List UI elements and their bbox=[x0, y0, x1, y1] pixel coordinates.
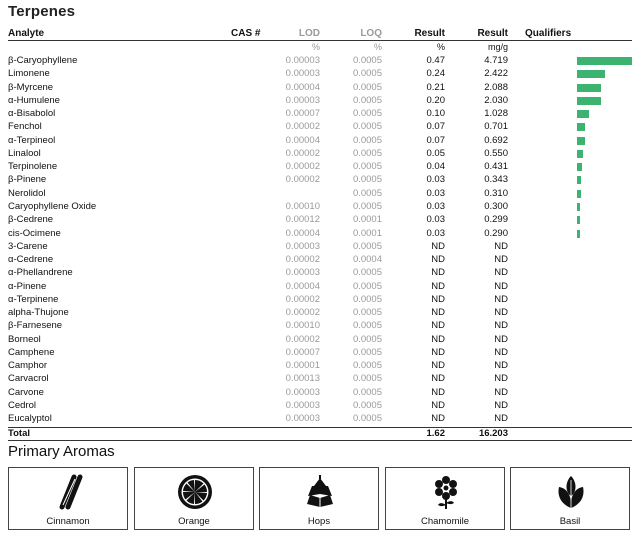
lod-cell: 0.00007 bbox=[285, 108, 320, 120]
loq-cell: 0.0005 bbox=[352, 373, 382, 385]
result-percent-cell: ND bbox=[431, 320, 445, 332]
header-qualifiers: Qualifiers bbox=[525, 28, 572, 39]
aroma-card-chamomile bbox=[385, 467, 505, 530]
lod-cell: 0.00003 bbox=[285, 55, 320, 66]
loq-cell: 0.0005 bbox=[352, 68, 382, 80]
lod-cell: 0.00003 bbox=[285, 413, 320, 425]
table-row bbox=[0, 399, 640, 412]
unit-result-percent: % bbox=[436, 42, 445, 52]
result-mgg-cell: 4.719 bbox=[484, 55, 508, 66]
loq-cell: 0.0005 bbox=[352, 55, 382, 66]
primary-aromas-title: Primary Aromas bbox=[8, 443, 115, 460]
result-mgg-cell: 2.030 bbox=[484, 94, 508, 106]
analyte-cell: β-Myrcene bbox=[8, 81, 54, 93]
units-row bbox=[0, 42, 640, 54]
lod-cell: 0.00002 bbox=[285, 147, 320, 159]
lod-cell: 0.00010 bbox=[285, 320, 320, 332]
analyte-cell: α-Cedrene bbox=[8, 254, 54, 266]
table-row bbox=[0, 200, 640, 213]
table-row bbox=[0, 67, 640, 80]
qualifier-bar bbox=[577, 163, 582, 171]
result-percent-cell: 0.03 bbox=[426, 187, 445, 199]
qualifier-bar bbox=[577, 176, 581, 184]
chamomile-icon bbox=[426, 474, 466, 510]
unit-result-mgg: mg/g bbox=[487, 42, 508, 52]
loq-cell: 0.0005 bbox=[352, 346, 382, 358]
aroma-label: Basil bbox=[559, 516, 581, 527]
table-row bbox=[0, 160, 640, 173]
result-mgg-cell: 0.343 bbox=[484, 174, 508, 186]
total-row bbox=[0, 427, 640, 440]
table-row bbox=[0, 240, 640, 253]
qualifier-bar bbox=[577, 216, 580, 224]
result-percent-cell: ND bbox=[431, 346, 445, 358]
loq-cell: 0.0001 bbox=[352, 214, 382, 226]
analyte-cell: Cedrol bbox=[8, 400, 36, 412]
loq-cell: 0.0005 bbox=[352, 413, 382, 425]
total-result-percent: 1.62 bbox=[426, 428, 445, 439]
loq-cell: 0.0005 bbox=[352, 240, 382, 252]
analyte-cell: Limonene bbox=[8, 68, 50, 80]
lod-cell: 0.00004 bbox=[285, 280, 320, 292]
result-percent-cell: ND bbox=[431, 400, 445, 412]
analyte-cell: Fenchol bbox=[8, 121, 42, 133]
qualifier-bar bbox=[577, 97, 601, 105]
loq-cell: 0.0005 bbox=[352, 307, 382, 319]
lod-cell: 0.00002 bbox=[285, 254, 320, 266]
analyte-cell: Borneol bbox=[8, 333, 41, 345]
table-row bbox=[0, 253, 640, 266]
result-mgg-cell: 0.431 bbox=[484, 161, 508, 173]
loq-cell: 0.0004 bbox=[352, 254, 382, 266]
loq-cell: 0.0005 bbox=[352, 134, 382, 146]
table-row bbox=[0, 359, 640, 372]
aroma-card-hops bbox=[259, 467, 379, 530]
result-percent-cell: ND bbox=[431, 267, 445, 279]
qualifier-bar bbox=[577, 150, 583, 158]
table-row bbox=[0, 386, 640, 399]
analyte-cell: Camphene bbox=[8, 346, 55, 358]
result-percent-cell: 0.04 bbox=[426, 161, 445, 173]
loq-cell: 0.0005 bbox=[352, 333, 382, 345]
qualifier-bar bbox=[577, 84, 601, 92]
result-mgg-cell: 2.088 bbox=[484, 81, 508, 93]
header-analyte: Analyte bbox=[8, 28, 45, 39]
table-row bbox=[0, 120, 640, 133]
result-mgg-cell: 0.290 bbox=[484, 227, 508, 239]
total-label: Total bbox=[8, 428, 30, 439]
result-percent-cell: 0.03 bbox=[426, 174, 445, 186]
loq-cell: 0.0005 bbox=[352, 121, 382, 133]
table-row bbox=[0, 346, 640, 359]
result-percent-cell: 0.20 bbox=[426, 94, 445, 106]
aroma-card-cinnamon bbox=[8, 467, 128, 530]
table-row bbox=[0, 94, 640, 107]
result-mgg-cell: ND bbox=[494, 400, 508, 412]
result-percent-cell: 0.07 bbox=[426, 121, 445, 133]
analyte-cell: α-Terpinene bbox=[8, 293, 59, 305]
table-row bbox=[0, 333, 640, 346]
loq-cell: 0.0005 bbox=[352, 267, 382, 279]
result-percent-cell: ND bbox=[431, 280, 445, 292]
analyte-cell: α-Terpineol bbox=[8, 134, 56, 146]
analyte-cell: alpha-Thujone bbox=[8, 307, 69, 319]
lod-cell: 0.00003 bbox=[285, 94, 320, 106]
table-row bbox=[0, 280, 640, 293]
lod-cell: 0.00004 bbox=[285, 81, 320, 93]
analyte-cell: Nerolidol bbox=[8, 187, 46, 199]
header-loq: LOQ bbox=[360, 28, 382, 39]
analyte-cell: β-Farnesene bbox=[8, 320, 63, 332]
lod-cell: 0.00001 bbox=[285, 360, 320, 372]
loq-cell: 0.0001 bbox=[352, 227, 382, 239]
qualifier-bar bbox=[577, 137, 585, 145]
qualifier-bar bbox=[577, 57, 632, 65]
lod-cell: 0.00012 bbox=[285, 214, 320, 226]
analyte-cell: β-Cedrene bbox=[8, 214, 54, 226]
result-percent-cell: ND bbox=[431, 254, 445, 266]
result-mgg-cell: ND bbox=[494, 280, 508, 292]
table-row bbox=[0, 213, 640, 226]
lod-cell: 0.00004 bbox=[285, 134, 320, 146]
result-mgg-cell: 0.299 bbox=[484, 214, 508, 226]
lod-cell: 0.00003 bbox=[285, 267, 320, 279]
analyte-cell: β-Caryophyllene bbox=[8, 55, 78, 66]
basil-icon bbox=[551, 474, 591, 510]
lod-cell: 0.00003 bbox=[285, 68, 320, 80]
result-mgg-cell: ND bbox=[494, 346, 508, 358]
aroma-label: Hops bbox=[307, 516, 331, 527]
result-percent-cell: ND bbox=[431, 240, 445, 252]
loq-cell: 0.0005 bbox=[352, 200, 382, 212]
analyte-cell: α-Phellandrene bbox=[8, 267, 73, 279]
loq-cell: 0.0005 bbox=[352, 400, 382, 412]
loq-cell: 0.0005 bbox=[352, 108, 382, 120]
result-percent-cell: ND bbox=[431, 293, 445, 305]
analyte-cell: α-Humulene bbox=[8, 94, 60, 106]
qualifier-bar bbox=[577, 230, 580, 238]
analyte-cell: α-Bisabolol bbox=[8, 108, 56, 120]
result-percent-cell: 0.03 bbox=[426, 214, 445, 226]
orange-icon bbox=[175, 474, 215, 510]
loq-cell: 0.0005 bbox=[352, 161, 382, 173]
lod-cell: 0.00002 bbox=[285, 307, 320, 319]
header-divider bbox=[8, 40, 632, 41]
result-percent-cell: ND bbox=[431, 360, 445, 372]
result-mgg-cell: 1.028 bbox=[484, 108, 508, 120]
result-mgg-cell: 0.310 bbox=[484, 187, 508, 199]
lod-cell: 0.00007 bbox=[285, 346, 320, 358]
table-row bbox=[0, 81, 640, 94]
loq-cell: 0.0005 bbox=[352, 280, 382, 292]
result-mgg-cell: 0.701 bbox=[484, 121, 508, 133]
result-percent-cell: 0.03 bbox=[426, 200, 445, 212]
lod-cell: 0.00003 bbox=[285, 400, 320, 412]
loq-cell: 0.0005 bbox=[352, 293, 382, 305]
result-mgg-cell: ND bbox=[494, 386, 508, 398]
result-mgg-cell: ND bbox=[494, 293, 508, 305]
loq-cell: 0.0005 bbox=[352, 187, 382, 199]
header-result-percent: Result bbox=[414, 28, 445, 39]
table-row bbox=[0, 227, 640, 240]
loq-cell: 0.0005 bbox=[352, 320, 382, 332]
aroma-card-basil bbox=[510, 467, 630, 530]
result-mgg-cell: ND bbox=[494, 320, 508, 332]
result-mgg-cell: 0.692 bbox=[484, 134, 508, 146]
result-mgg-cell: ND bbox=[494, 254, 508, 266]
result-percent-cell: 0.47 bbox=[426, 55, 445, 66]
analyte-cell: Caryophyllene Oxide bbox=[8, 200, 97, 212]
qualifier-bar bbox=[577, 203, 580, 211]
result-percent-cell: 0.10 bbox=[426, 108, 445, 120]
result-mgg-cell: ND bbox=[494, 267, 508, 279]
result-percent-cell: ND bbox=[431, 333, 445, 345]
lod-cell: 0.00002 bbox=[285, 333, 320, 345]
table-row bbox=[0, 107, 640, 120]
result-mgg-cell: ND bbox=[494, 307, 508, 319]
lod-cell: 0.00002 bbox=[285, 161, 320, 173]
result-percent-cell: ND bbox=[431, 413, 445, 425]
loq-cell: 0.0005 bbox=[352, 94, 382, 106]
table-row bbox=[0, 293, 640, 306]
result-mgg-cell: 2.422 bbox=[484, 68, 508, 80]
analyte-cell: Carvone bbox=[8, 386, 44, 398]
loq-cell: 0.0005 bbox=[352, 360, 382, 372]
result-percent-cell: 0.05 bbox=[426, 147, 445, 159]
lod-cell: 0.00013 bbox=[285, 373, 320, 385]
result-mgg-cell: ND bbox=[494, 413, 508, 425]
result-mgg-cell: 0.550 bbox=[484, 147, 508, 159]
table-bottom-divider bbox=[8, 440, 632, 441]
header-cas: CAS # bbox=[231, 28, 261, 39]
header-lod: LOD bbox=[298, 28, 320, 39]
analyte-cell: β-Pinene bbox=[8, 174, 47, 186]
aroma-card-orange bbox=[134, 467, 254, 530]
analyte-cell: cis-Ocimene bbox=[8, 227, 61, 239]
qualifier-bar bbox=[577, 123, 585, 131]
qualifier-bar bbox=[577, 190, 581, 198]
lod-cell: 0.00002 bbox=[285, 121, 320, 133]
result-percent-cell: ND bbox=[431, 386, 445, 398]
loq-cell: 0.0005 bbox=[352, 147, 382, 159]
aroma-label: Cinnamon bbox=[46, 516, 90, 527]
analyte-cell: Camphor bbox=[8, 360, 48, 372]
table-row bbox=[0, 319, 640, 332]
lod-cell: 0.00003 bbox=[285, 240, 320, 252]
table-row bbox=[0, 54, 640, 67]
analyte-cell: Eucalyptol bbox=[8, 413, 52, 425]
hops-icon bbox=[300, 474, 340, 510]
table-row bbox=[0, 266, 640, 279]
result-mgg-cell: ND bbox=[494, 373, 508, 385]
lod-cell: 0.00002 bbox=[285, 174, 320, 186]
cinnamon-icon bbox=[49, 474, 89, 510]
result-percent-cell: ND bbox=[431, 307, 445, 319]
analyte-cell: Carvacrol bbox=[8, 373, 49, 385]
aroma-label: Orange bbox=[178, 516, 210, 527]
table-row bbox=[0, 147, 640, 160]
result-percent-cell: ND bbox=[431, 373, 445, 385]
table-row bbox=[0, 372, 640, 385]
qualifier-bar bbox=[577, 70, 605, 78]
analyte-cell: α-Pinene bbox=[8, 280, 47, 292]
lod-cell: 0.00002 bbox=[285, 293, 320, 305]
aroma-label: Chamomile bbox=[420, 516, 470, 527]
result-mgg-cell: 0.300 bbox=[484, 200, 508, 212]
table-row bbox=[0, 412, 640, 425]
analyte-cell: Linalool bbox=[8, 147, 41, 159]
analyte-cell: 3-Carene bbox=[8, 240, 48, 252]
result-mgg-cell: ND bbox=[494, 240, 508, 252]
result-percent-cell: 0.24 bbox=[426, 68, 445, 80]
loq-cell: 0.0005 bbox=[352, 81, 382, 93]
loq-cell: 0.0005 bbox=[352, 386, 382, 398]
loq-cell: 0.0005 bbox=[352, 174, 382, 186]
lod-cell: 0.00010 bbox=[285, 200, 320, 212]
result-percent-cell: 0.03 bbox=[426, 227, 445, 239]
analyte-cell: Terpinolene bbox=[8, 161, 58, 173]
section-title: Terpenes bbox=[8, 3, 76, 20]
result-mgg-cell: ND bbox=[494, 333, 508, 345]
lod-cell: 0.00003 bbox=[285, 386, 320, 398]
unit-loq: % bbox=[373, 42, 382, 52]
result-mgg-cell: ND bbox=[494, 360, 508, 372]
total-result-mgg: 16.203 bbox=[478, 428, 508, 439]
unit-lod: % bbox=[311, 42, 320, 52]
result-percent-cell: 0.07 bbox=[426, 134, 445, 146]
qualifier-bar bbox=[577, 110, 589, 118]
lod-cell: 0.00004 bbox=[285, 227, 320, 239]
result-percent-cell: 0.21 bbox=[426, 81, 445, 93]
table-row bbox=[0, 187, 640, 200]
header-result-mgg: Result bbox=[477, 28, 508, 39]
table-row bbox=[0, 134, 640, 147]
table-row bbox=[0, 306, 640, 319]
table-row bbox=[0, 173, 640, 186]
